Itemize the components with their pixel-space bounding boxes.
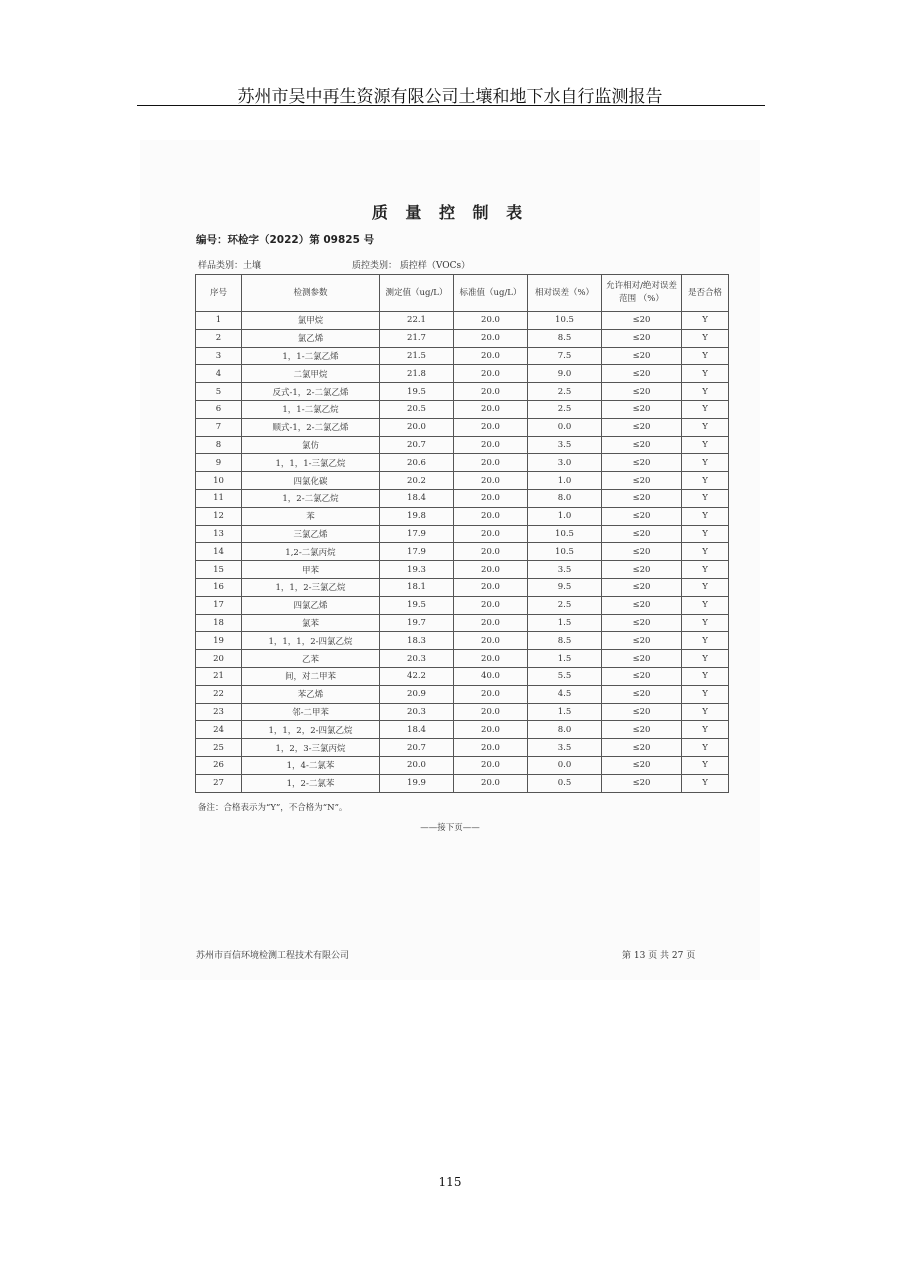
cell-parameter: 四氯化碳 — [242, 472, 380, 490]
cell-index: 6 — [196, 400, 242, 418]
cell-measured: 21.8 — [380, 365, 454, 383]
cell-allowed-range: ≤20 — [602, 667, 682, 685]
cell-relative-error: 7.5 — [528, 347, 602, 365]
cell-measured: 19.5 — [380, 596, 454, 614]
cell-standard: 20.0 — [454, 561, 528, 579]
cell-measured: 19.7 — [380, 614, 454, 632]
cell-parameter: 1，1，2，2-四氯乙烷 — [242, 721, 380, 739]
table-row — [196, 507, 729, 525]
cell-allowed-range: ≤20 — [602, 756, 682, 774]
cell-parameter: 四氯乙烯 — [242, 596, 380, 614]
cell-qualified: Y — [682, 312, 729, 330]
table-note: 备注：合格表示为“Y”，不合格为“N”。 — [198, 803, 348, 813]
cell-qualified: Y — [682, 454, 729, 472]
cell-qualified: Y — [682, 561, 729, 579]
column-header-index: 序号 — [196, 275, 242, 312]
cell-index: 8 — [196, 436, 242, 454]
table-row — [196, 578, 729, 596]
cell-qualified: Y — [682, 383, 729, 401]
cell-measured: 18.4 — [380, 489, 454, 507]
cell-index: 9 — [196, 454, 242, 472]
table-row — [196, 400, 729, 418]
cell-allowed-range: ≤20 — [602, 650, 682, 668]
cell-allowed-range: ≤20 — [602, 472, 682, 490]
cell-relative-error: 3.5 — [528, 739, 602, 757]
cell-standard: 20.0 — [454, 507, 528, 525]
cell-standard: 20.0 — [454, 365, 528, 383]
table-row — [196, 436, 729, 454]
cell-index: 19 — [196, 632, 242, 650]
cell-parameter: 1，2，3-三氯丙烷 — [242, 739, 380, 757]
table-row — [196, 472, 729, 490]
table-row — [196, 596, 729, 614]
table-header-row — [196, 275, 729, 312]
column-header-allowed-range: 允许相对/绝对误差范围 （%） — [602, 275, 682, 312]
cell-measured: 19.8 — [380, 507, 454, 525]
cell-qualified: Y — [682, 543, 729, 561]
cell-measured: 18.3 — [380, 632, 454, 650]
cell-parameter: 1，4-二氯苯 — [242, 756, 380, 774]
cell-standard: 20.0 — [454, 418, 528, 436]
table-body — [196, 312, 729, 793]
cell-parameter: 乙苯 — [242, 650, 380, 668]
table-row — [196, 685, 729, 703]
cell-relative-error: 1.5 — [528, 614, 602, 632]
cell-parameter: 顺式-1，2-二氯乙烯 — [242, 418, 380, 436]
cell-relative-error: 0.0 — [528, 418, 602, 436]
cell-allowed-range: ≤20 — [602, 596, 682, 614]
cell-index: 4 — [196, 365, 242, 383]
cell-index: 13 — [196, 525, 242, 543]
cell-parameter: 苯 — [242, 507, 380, 525]
column-header-parameter: 检测参数 — [242, 275, 380, 312]
cell-measured: 20.0 — [380, 756, 454, 774]
table-row — [196, 454, 729, 472]
cell-qualified: Y — [682, 667, 729, 685]
cell-parameter: 氯乙烯 — [242, 329, 380, 347]
cell-relative-error: 8.0 — [528, 489, 602, 507]
cell-standard: 20.0 — [454, 329, 528, 347]
cell-index: 24 — [196, 721, 242, 739]
footer-page-info: 第 13 页 共 27 页 — [622, 951, 696, 961]
cell-allowed-range: ≤20 — [602, 543, 682, 561]
cell-index: 21 — [196, 667, 242, 685]
cell-standard: 20.0 — [454, 383, 528, 401]
cell-standard: 20.0 — [454, 703, 528, 721]
cell-index: 12 — [196, 507, 242, 525]
cell-standard: 20.0 — [454, 596, 528, 614]
cell-standard: 20.0 — [454, 578, 528, 596]
cell-allowed-range: ≤20 — [602, 703, 682, 721]
cell-parameter: 三氯乙烯 — [242, 525, 380, 543]
cell-measured: 20.5 — [380, 400, 454, 418]
cell-qualified: Y — [682, 578, 729, 596]
cell-qualified: Y — [682, 329, 729, 347]
cell-standard: 20.0 — [454, 685, 528, 703]
cell-relative-error: 5.5 — [528, 667, 602, 685]
cell-parameter: 氯苯 — [242, 614, 380, 632]
page-header: 苏州市吴中再生资源有限公司土壤和地下水自行监测报告 — [237, 87, 663, 107]
cell-index: 11 — [196, 489, 242, 507]
cell-relative-error: 2.5 — [528, 400, 602, 418]
cell-allowed-range: ≤20 — [602, 400, 682, 418]
cell-parameter: 1，1，2-三氯乙烷 — [242, 578, 380, 596]
cell-allowed-range: ≤20 — [602, 329, 682, 347]
footer-company: 苏州市百信环境检测工程技术有限公司 — [196, 951, 350, 961]
cell-relative-error: 10.5 — [528, 543, 602, 561]
cell-measured: 20.2 — [380, 472, 454, 490]
cell-standard: 20.0 — [454, 454, 528, 472]
cell-allowed-range: ≤20 — [602, 578, 682, 596]
cell-parameter: 氯甲烷 — [242, 312, 380, 330]
cell-allowed-range: ≤20 — [602, 418, 682, 436]
table-row — [196, 312, 729, 330]
cell-measured: 20.3 — [380, 703, 454, 721]
table-row — [196, 561, 729, 579]
table-row — [196, 703, 729, 721]
cell-index: 10 — [196, 472, 242, 490]
table-row — [196, 525, 729, 543]
cell-index: 26 — [196, 756, 242, 774]
cell-qualified: Y — [682, 400, 729, 418]
cell-standard: 20.0 — [454, 489, 528, 507]
cell-index: 23 — [196, 703, 242, 721]
cell-measured: 18.4 — [380, 721, 454, 739]
document-title: 质 量 控 制 表 — [371, 203, 529, 222]
cell-index: 20 — [196, 650, 242, 668]
cell-index: 2 — [196, 329, 242, 347]
cell-relative-error: 4.5 — [528, 685, 602, 703]
cell-measured: 19.3 — [380, 561, 454, 579]
cell-measured: 21.5 — [380, 347, 454, 365]
cell-qualified: Y — [682, 650, 729, 668]
cell-qualified: Y — [682, 436, 729, 454]
cell-measured: 22.1 — [380, 312, 454, 330]
cell-standard: 20.0 — [454, 774, 528, 792]
cell-allowed-range: ≤20 — [602, 507, 682, 525]
cell-relative-error: 1.5 — [528, 703, 602, 721]
cell-allowed-range: ≤20 — [602, 365, 682, 383]
cell-standard: 20.0 — [454, 472, 528, 490]
cell-index: 18 — [196, 614, 242, 632]
table-row — [196, 739, 729, 757]
cell-qualified: Y — [682, 756, 729, 774]
cell-allowed-range: ≤20 — [602, 632, 682, 650]
cell-parameter: 反式-1，2-二氯乙烯 — [242, 383, 380, 401]
cell-measured: 19.5 — [380, 383, 454, 401]
cell-allowed-range: ≤20 — [602, 685, 682, 703]
cell-measured: 19.9 — [380, 774, 454, 792]
qc-type: 质控类别： 质控样（VOCs） — [352, 261, 471, 271]
report-number: 编号：环检字（2022）第 09825 号 — [196, 234, 375, 246]
cell-measured: 42.2 — [380, 667, 454, 685]
cell-relative-error: 0.0 — [528, 756, 602, 774]
cell-qualified: Y — [682, 525, 729, 543]
cell-parameter: 二氯甲烷 — [242, 365, 380, 383]
cell-relative-error: 8.5 — [528, 329, 602, 347]
cell-parameter: 1，1，1，2-四氯乙烷 — [242, 632, 380, 650]
cell-standard: 20.0 — [454, 312, 528, 330]
cell-relative-error: 1.5 — [528, 650, 602, 668]
cell-qualified: Y — [682, 507, 729, 525]
cell-qualified: Y — [682, 418, 729, 436]
sample-type: 样品类别：土壤 — [198, 261, 262, 271]
cell-qualified: Y — [682, 721, 729, 739]
cell-standard: 20.0 — [454, 739, 528, 757]
cell-qualified: Y — [682, 489, 729, 507]
header-rule — [137, 105, 765, 106]
cell-standard: 20.0 — [454, 721, 528, 739]
cell-parameter: 邻-二甲苯 — [242, 703, 380, 721]
cell-index: 27 — [196, 774, 242, 792]
cell-parameter: 1，2-二氯苯 — [242, 774, 380, 792]
quality-control-table — [195, 274, 729, 793]
column-header-relative-error: 相对误差（%） — [528, 275, 602, 312]
cell-index: 25 — [196, 739, 242, 757]
cell-allowed-range: ≤20 — [602, 614, 682, 632]
cell-relative-error: 2.5 — [528, 383, 602, 401]
cell-relative-error: 1.0 — [528, 472, 602, 490]
cell-standard: 20.0 — [454, 347, 528, 365]
cell-allowed-range: ≤20 — [602, 436, 682, 454]
cell-standard: 20.0 — [454, 614, 528, 632]
cell-measured: 20.7 — [380, 436, 454, 454]
table-row — [196, 329, 729, 347]
continue-marker: ——接下页—— — [420, 823, 480, 833]
cell-allowed-range: ≤20 — [602, 347, 682, 365]
table-row — [196, 774, 729, 792]
cell-standard: 20.0 — [454, 400, 528, 418]
cell-allowed-range: ≤20 — [602, 312, 682, 330]
cell-measured: 17.9 — [380, 543, 454, 561]
cell-relative-error: 3.0 — [528, 454, 602, 472]
cell-standard: 40.0 — [454, 667, 528, 685]
table-row — [196, 650, 729, 668]
cell-allowed-range: ≤20 — [602, 721, 682, 739]
table-row — [196, 347, 729, 365]
cell-standard: 20.0 — [454, 543, 528, 561]
cell-relative-error: 0.5 — [528, 774, 602, 792]
cell-parameter: 1，1，1-三氯乙烷 — [242, 454, 380, 472]
cell-qualified: Y — [682, 739, 729, 757]
cell-qualified: Y — [682, 365, 729, 383]
cell-parameter: 1，1-二氯乙烯 — [242, 347, 380, 365]
cell-allowed-range: ≤20 — [602, 383, 682, 401]
cell-relative-error: 10.5 — [528, 525, 602, 543]
cell-measured: 18.1 — [380, 578, 454, 596]
cell-allowed-range: ≤20 — [602, 774, 682, 792]
table-row — [196, 489, 729, 507]
cell-measured: 20.3 — [380, 650, 454, 668]
cell-parameter: 1，1-二氯乙烷 — [242, 400, 380, 418]
cell-allowed-range: ≤20 — [602, 561, 682, 579]
column-header-measured: 测定值（ug/L） — [380, 275, 454, 312]
cell-qualified: Y — [682, 685, 729, 703]
cell-relative-error: 8.5 — [528, 632, 602, 650]
cell-measured: 21.7 — [380, 329, 454, 347]
cell-allowed-range: ≤20 — [602, 739, 682, 757]
cell-measured: 20.0 — [380, 418, 454, 436]
table-row — [196, 383, 729, 401]
cell-qualified: Y — [682, 774, 729, 792]
table-row — [196, 721, 729, 739]
cell-allowed-range: ≤20 — [602, 525, 682, 543]
cell-index: 7 — [196, 418, 242, 436]
cell-index: 15 — [196, 561, 242, 579]
table-row — [196, 418, 729, 436]
cell-measured: 20.6 — [380, 454, 454, 472]
table-row — [196, 365, 729, 383]
cell-standard: 20.0 — [454, 650, 528, 668]
column-header-qualified: 是否合格 — [682, 275, 729, 312]
cell-parameter: 甲苯 — [242, 561, 380, 579]
cell-allowed-range: ≤20 — [602, 454, 682, 472]
cell-relative-error: 3.5 — [528, 436, 602, 454]
cell-index: 5 — [196, 383, 242, 401]
cell-measured: 17.9 — [380, 525, 454, 543]
cell-parameter: 氯仿 — [242, 436, 380, 454]
cell-parameter: 1，2-二氯乙烷 — [242, 489, 380, 507]
page-number: 115 — [438, 1175, 462, 1189]
cell-relative-error: 10.5 — [528, 312, 602, 330]
cell-relative-error: 9.0 — [528, 365, 602, 383]
column-header-standard: 标准值（ug/L） — [454, 275, 528, 312]
cell-standard: 20.0 — [454, 756, 528, 774]
cell-parameter: 间，对二甲苯 — [242, 667, 380, 685]
cell-qualified: Y — [682, 632, 729, 650]
cell-index: 1 — [196, 312, 242, 330]
cell-relative-error: 1.0 — [528, 507, 602, 525]
cell-index: 14 — [196, 543, 242, 561]
table-row — [196, 543, 729, 561]
table-row — [196, 756, 729, 774]
cell-qualified: Y — [682, 347, 729, 365]
table-row — [196, 632, 729, 650]
cell-relative-error: 2.5 — [528, 596, 602, 614]
cell-index: 16 — [196, 578, 242, 596]
cell-measured: 20.9 — [380, 685, 454, 703]
table-row — [196, 667, 729, 685]
cell-relative-error: 9.5 — [528, 578, 602, 596]
table-row — [196, 614, 729, 632]
cell-index: 22 — [196, 685, 242, 703]
cell-standard: 20.0 — [454, 632, 528, 650]
cell-index: 3 — [196, 347, 242, 365]
cell-qualified: Y — [682, 472, 729, 490]
cell-qualified: Y — [682, 596, 729, 614]
cell-index: 17 — [196, 596, 242, 614]
cell-relative-error: 3.5 — [528, 561, 602, 579]
cell-relative-error: 8.0 — [528, 721, 602, 739]
cell-standard: 20.0 — [454, 525, 528, 543]
cell-allowed-range: ≤20 — [602, 489, 682, 507]
cell-measured: 20.7 — [380, 739, 454, 757]
cell-qualified: Y — [682, 614, 729, 632]
cell-parameter: 苯乙烯 — [242, 685, 380, 703]
cell-parameter: 1,2-二氯丙烷 — [242, 543, 380, 561]
cell-standard: 20.0 — [454, 436, 528, 454]
cell-qualified: Y — [682, 703, 729, 721]
